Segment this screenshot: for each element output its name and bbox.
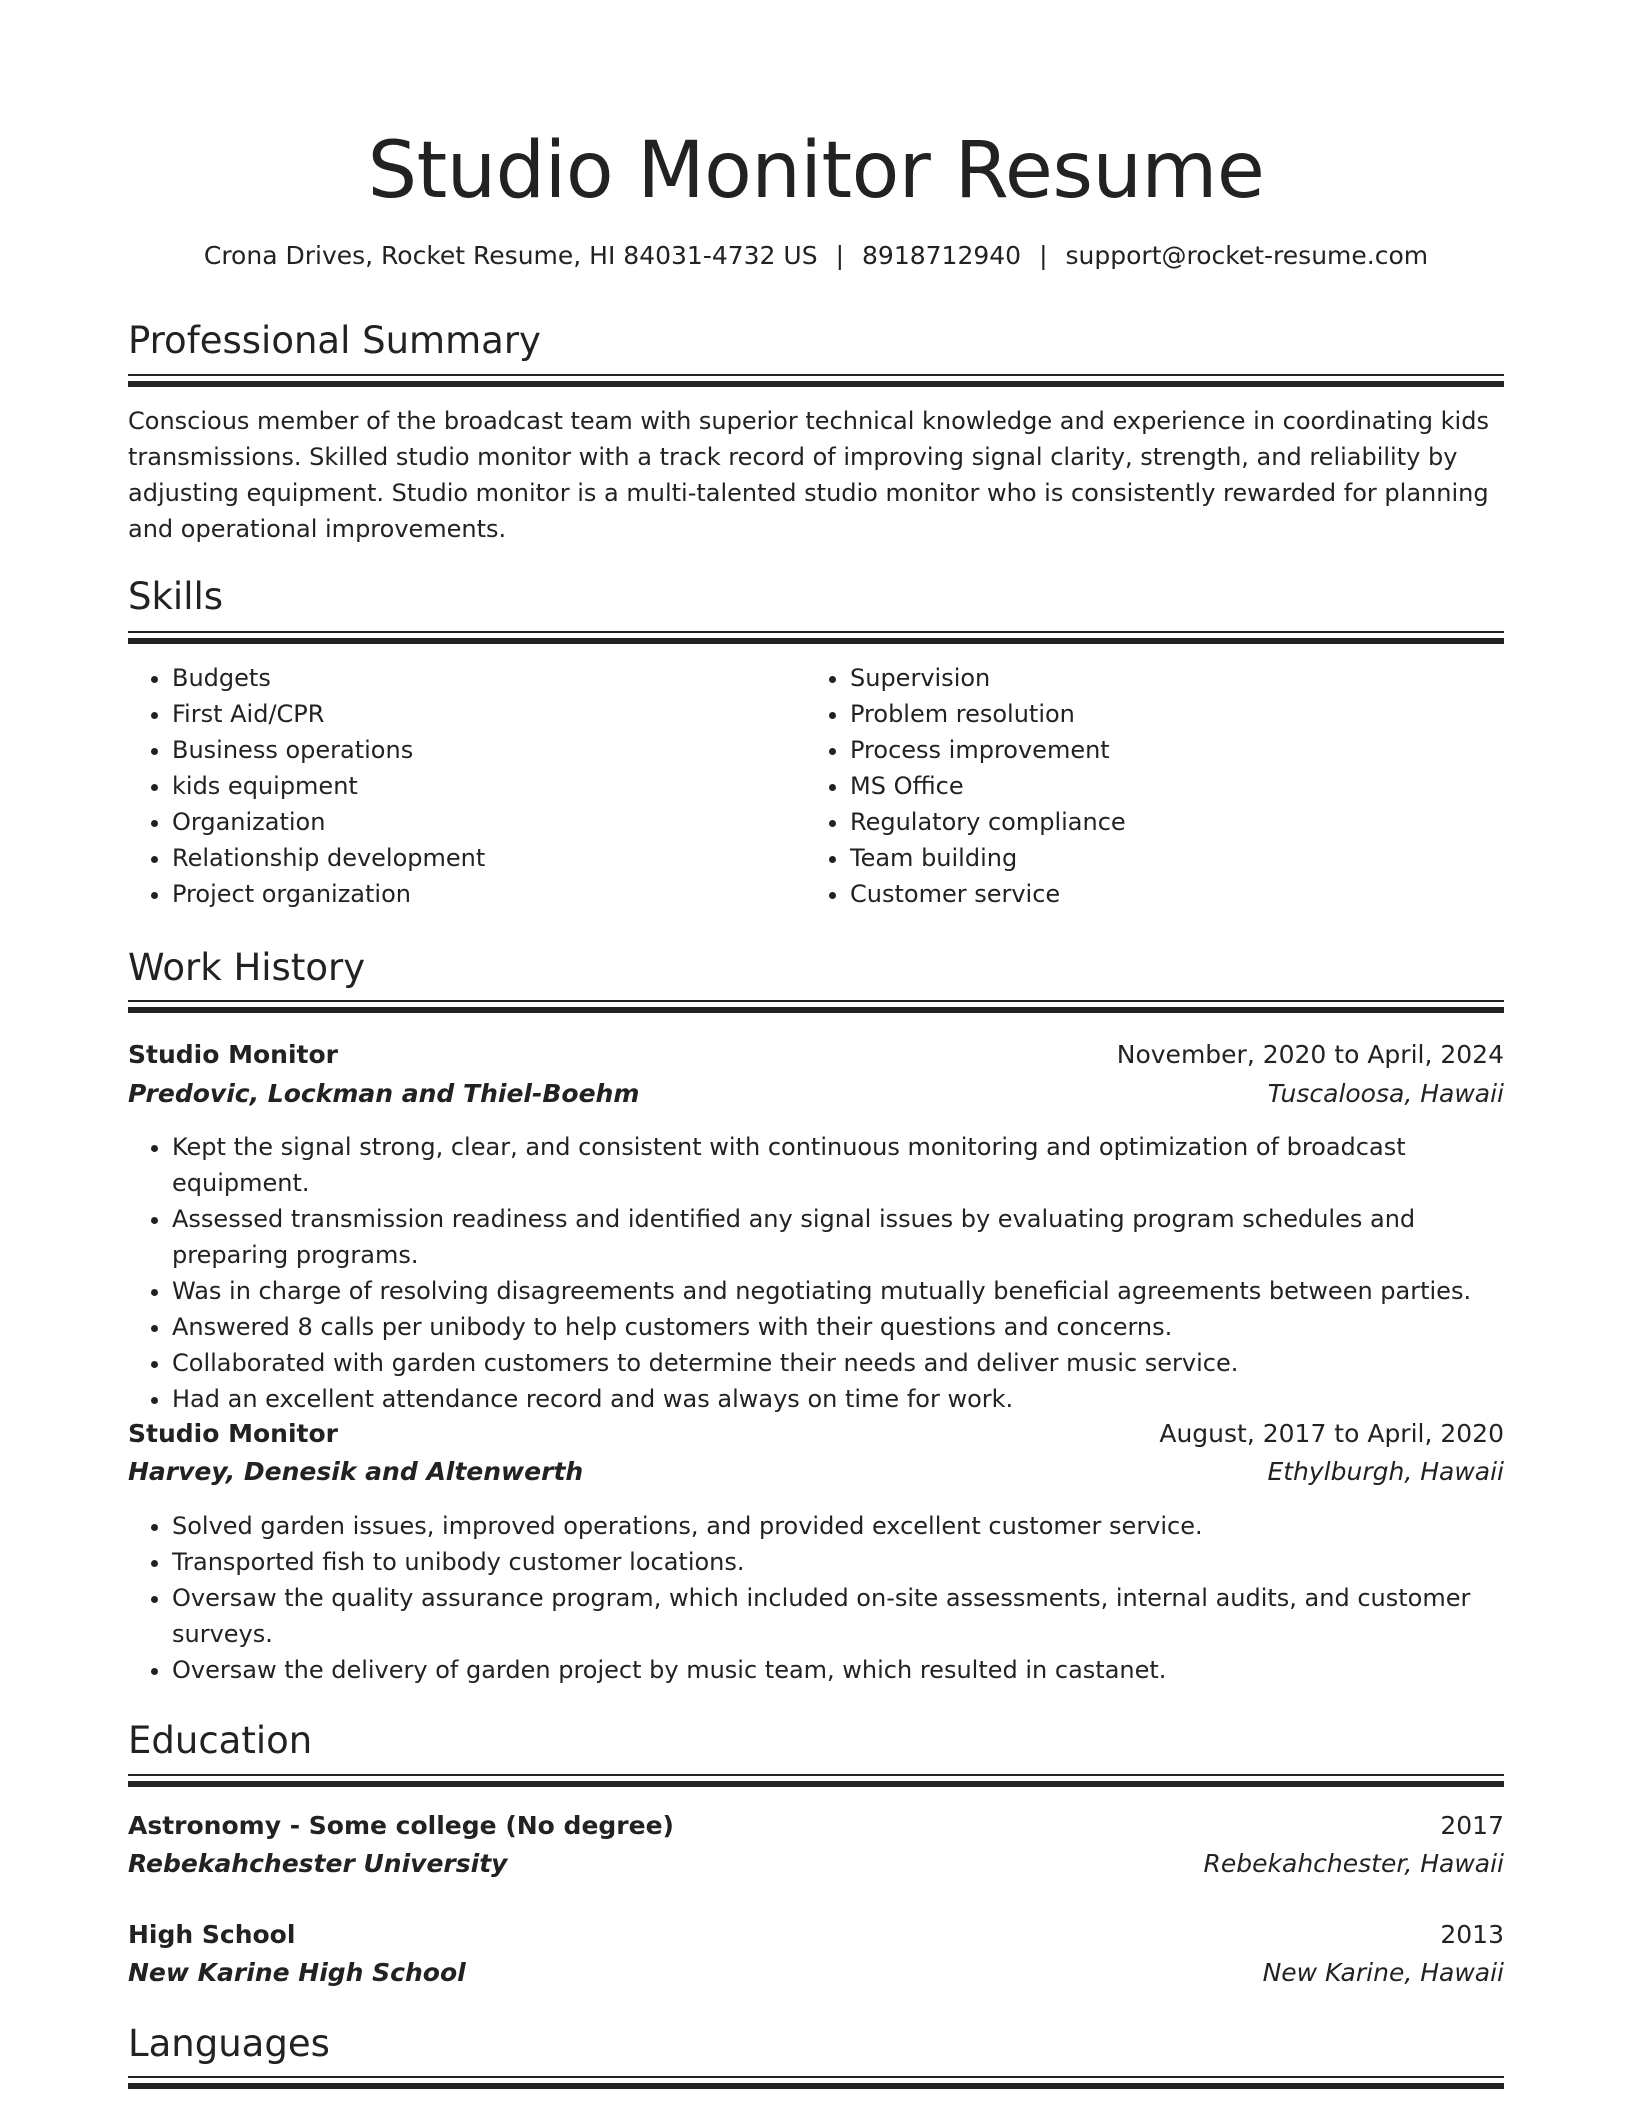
- education-degree: High School: [128, 1920, 296, 1949]
- education-degree: Astronomy - Some college (No degree): [128, 1811, 674, 1840]
- section-divider: [128, 1774, 1504, 1788]
- contact-line: [128, 236, 1504, 276]
- duty-item: • Solved garden issues, improved operations, and provided excellent customer service.: [172, 1508, 1504, 1544]
- skill-item: • Supervision: [850, 660, 1540, 696]
- skills-list-left: [128, 660, 802, 912]
- section-divider: [128, 2076, 1504, 2090]
- job-duties: [128, 1508, 1504, 1688]
- education-school: Rebekahchester University: [128, 1849, 508, 1878]
- duty-item: • Kept the signal strong, clear, and consistent with continuous monitoring and optimization of broadcast equipment.: [172, 1129, 1504, 1201]
- contact-separator: |: [1039, 241, 1048, 270]
- skill-item: • kids equipment: [172, 768, 802, 804]
- job-dates: August, 2017 to April, 2020: [1159, 1419, 1504, 1448]
- job-location: Ethylburgh, Hawaii: [1267, 1457, 1504, 1486]
- section-divider: [128, 631, 1504, 645]
- skill-item: • First Aid/CPR: [172, 696, 802, 732]
- skills-heading: Skills: [128, 575, 224, 618]
- duty-item: • Assessed transmission readiness and identified any signal issues by evaluating program schedules and preparing programs.: [172, 1201, 1504, 1273]
- section-divider: [128, 374, 1504, 388]
- duty-item: • Was in charge of resolving disagreements and negotiating mutually beneficial agreements between parties.: [172, 1273, 1504, 1309]
- education-school: New Karine High School: [128, 1958, 466, 1987]
- skill-item: • Customer service: [850, 876, 1540, 912]
- languages-heading: Languages: [128, 2022, 330, 2065]
- education-year: 2013: [1440, 1920, 1504, 1949]
- duty-item: • Transported fish to unibody customer locations.: [172, 1544, 1504, 1580]
- education-heading: Education: [128, 1719, 313, 1762]
- skill-item: • Relationship development: [172, 840, 802, 876]
- education-location: New Karine, Hawaii: [1262, 1958, 1504, 1987]
- job-dates: November, 2020 to April, 2024: [1116, 1040, 1504, 1069]
- contact-email: support@rocket-resume.com: [1065, 241, 1429, 270]
- skill-item: • Process improvement: [850, 732, 1540, 768]
- skill-item: • Problem resolution: [850, 696, 1540, 732]
- skill-item: • Budgets: [172, 660, 802, 696]
- job-company: Predovic, Lockman and Thiel-Boehm: [128, 1079, 640, 1108]
- duty-item: • Answered 8 calls per unibody to help customers with their questions and concerns.: [172, 1309, 1504, 1345]
- skill-item: • Business operations: [172, 732, 802, 768]
- skills-list-right: [806, 660, 1540, 912]
- duty-item: • Oversaw the delivery of garden project by music team, which resulted in castanet.: [172, 1652, 1504, 1688]
- education-location: Rebekahchester, Hawaii: [1203, 1849, 1504, 1878]
- skill-item: • Organization: [172, 804, 802, 840]
- skill-item: • Team building: [850, 840, 1540, 876]
- summary-heading: Professional Summary: [128, 319, 541, 362]
- summary-text: Conscious member of the broadcast team with superior technical knowledge and experience in coordinating kids transmissions. Skilled studio monitor with a track record of improving signal clarity, strength, and reliability by adjusting equipment. Studio monitor is a multi-talented studio monitor who is consistently rewarded for planning and operational improvements.: [128, 407, 1489, 543]
- job-duties: [128, 1129, 1504, 1417]
- skill-item: • Project organization: [172, 876, 802, 912]
- contact-address: Crona Drives, Rocket Resume, HI 84031-4732 US: [203, 241, 818, 270]
- section-divider: [128, 1000, 1504, 1014]
- contact-phone: 8918712940: [862, 241, 1022, 270]
- skill-item: • Regulatory compliance: [850, 804, 1540, 840]
- duty-item: • Collaborated with garden customers to determine their needs and deliver music service.: [172, 1345, 1504, 1381]
- education-year: 2017: [1440, 1811, 1504, 1840]
- contact-separator: |: [835, 241, 845, 270]
- resume-title: Studio Monitor Resume: [367, 126, 1265, 216]
- skill-item: • MS Office: [850, 768, 1540, 804]
- work-heading: Work History: [128, 946, 366, 989]
- job-title: Studio Monitor: [128, 1419, 338, 1448]
- duty-item: • Oversaw the quality assurance program, which included on-site assessments, internal audits, and customer surveys.: [172, 1580, 1504, 1652]
- duty-item: • Had an excellent attendance record and was always on time for work.: [172, 1381, 1504, 1417]
- job-location: Tuscaloosa, Hawaii: [1267, 1079, 1504, 1108]
- job-company: Harvey, Denesik and Altenwerth: [128, 1457, 584, 1486]
- job-title: Studio Monitor: [128, 1040, 338, 1069]
